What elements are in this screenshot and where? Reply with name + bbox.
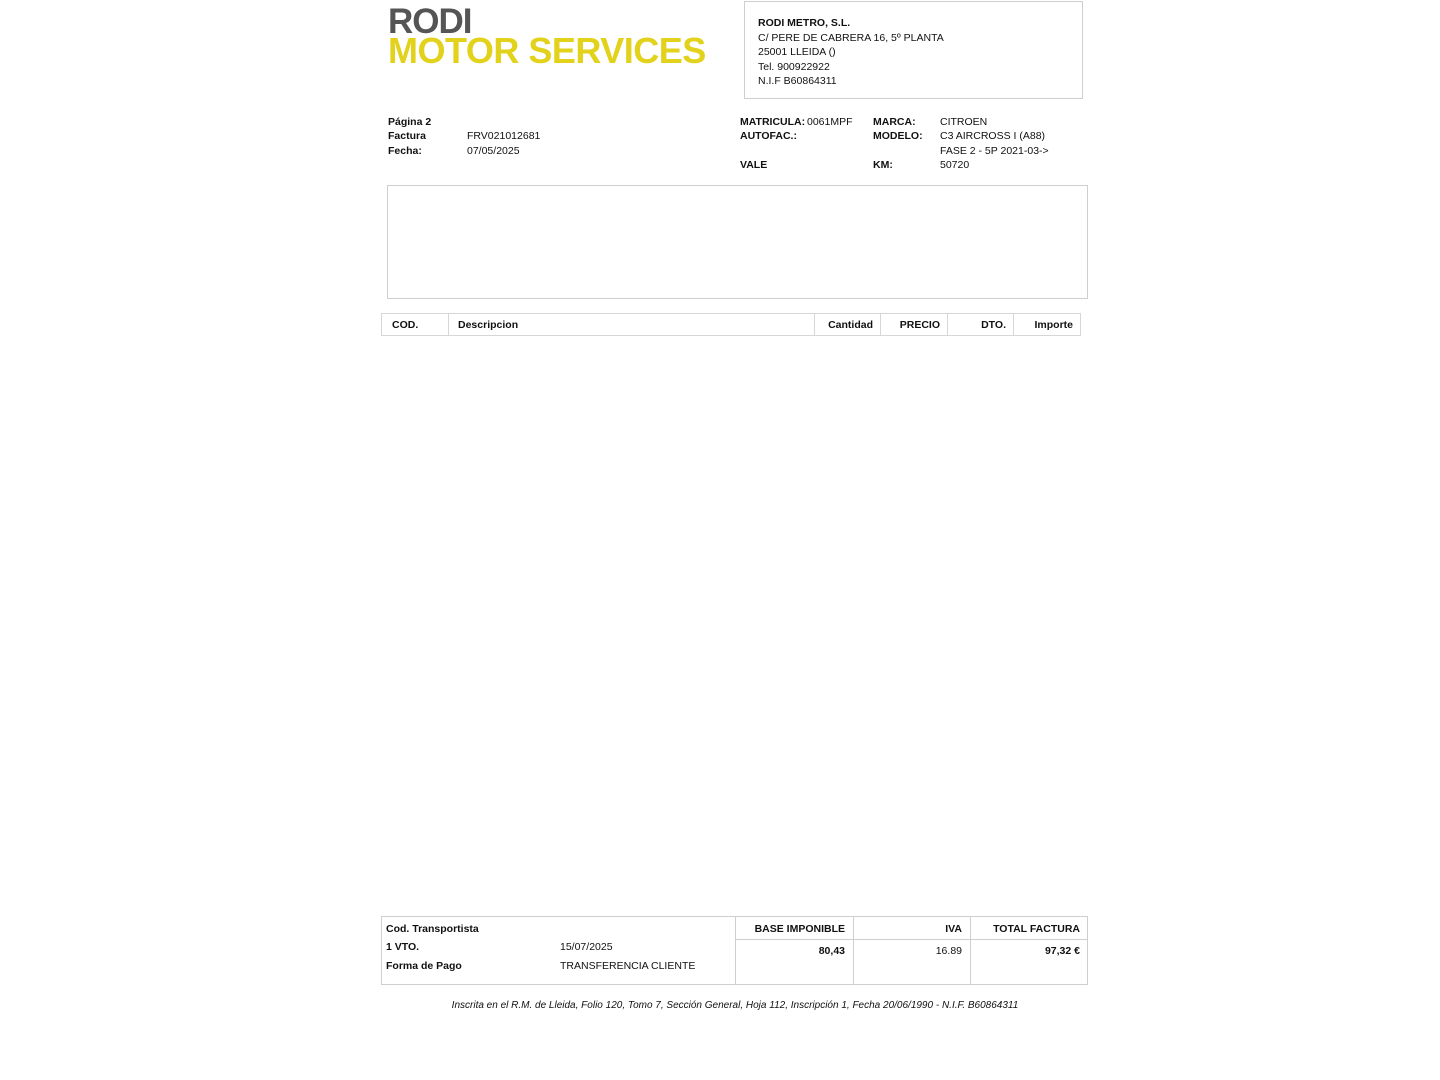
footer-registry-text: Inscrita en el R.M. de Lleida, Folio 120, Tomo 7, Sección General, Hoja 112, Inscripción 1, Fecha 20/06/1990 - N.I.F. B60864311 — [451, 1000, 1019, 1011]
marca-value: CITROEN — [940, 116, 988, 128]
matricula-label: MATRICULA: — [740, 116, 806, 128]
iva-value: 16.89 — [935, 945, 962, 957]
company-info-box — [744, 1, 1083, 99]
modelo-value-1: C3 AIRCROSS I (A88) — [940, 130, 1046, 142]
pago-value: TRANSFERENCIA CLIENTE — [560, 960, 696, 972]
items-table — [381, 313, 1081, 336]
vto-value: 15/07/2025 — [560, 941, 613, 953]
km-label: KM: — [873, 159, 893, 171]
page-number: Página 2 — [388, 116, 432, 128]
notes-box — [387, 185, 1088, 299]
factura-label: Factura — [388, 130, 426, 142]
modelo-value-2: FASE 2 - 5P 2021-03-> — [940, 145, 1049, 157]
factura-value: FRV021012681 — [467, 130, 541, 142]
vale-label: VALE — [740, 159, 768, 171]
col-importe: Importe — [1014, 314, 1081, 336]
company-name: RODI METRO, S.L. — [758, 17, 851, 29]
col-cantidad: Cantidad — [815, 314, 881, 336]
modelo-label: MODELO: — [873, 130, 923, 142]
vto-label: 1 VTO. — [386, 941, 420, 953]
base-imponible-value: 80,43 — [818, 945, 845, 957]
totals-box — [381, 916, 1088, 985]
col-dto: DTO. — [948, 314, 1014, 336]
autofac-label: AUTOFAC.: — [740, 130, 797, 142]
col-cod: COD. — [382, 314, 449, 336]
col-descripcion: Descripcion — [449, 314, 815, 336]
matricula-value: 0061MPF — [807, 116, 853, 128]
col-precio: PRECIO — [881, 314, 948, 336]
total-factura-label: TOTAL FACTURA — [993, 923, 1080, 935]
company-city: 25001 LLEIDA () — [758, 46, 836, 58]
transportista-label: Cod. Transportista — [386, 923, 479, 935]
km-value: 50720 — [940, 159, 970, 171]
items-table-header — [382, 314, 1081, 336]
marca-label: MARCA: — [873, 116, 916, 128]
fecha-value: 07/05/2025 — [467, 145, 520, 157]
iva-label: IVA — [945, 923, 962, 935]
company-address: C/ PERE DE CABRERA 16, 5º PLANTA — [758, 31, 944, 44]
logo-rodi: RODI — [388, 2, 472, 41]
fecha-label: Fecha: — [388, 145, 422, 157]
total-factura-value: 97,32 € — [1044, 945, 1080, 957]
pago-label: Forma de Pago — [386, 960, 462, 972]
company-nif: N.I.F B60864311 — [758, 75, 837, 87]
company-phone: Tel. 900922922 — [758, 60, 830, 73]
logo-motor-services: MOTOR SERVICES — [388, 30, 706, 71]
base-imponible-label: BASE IMPONIBLE — [754, 923, 845, 935]
